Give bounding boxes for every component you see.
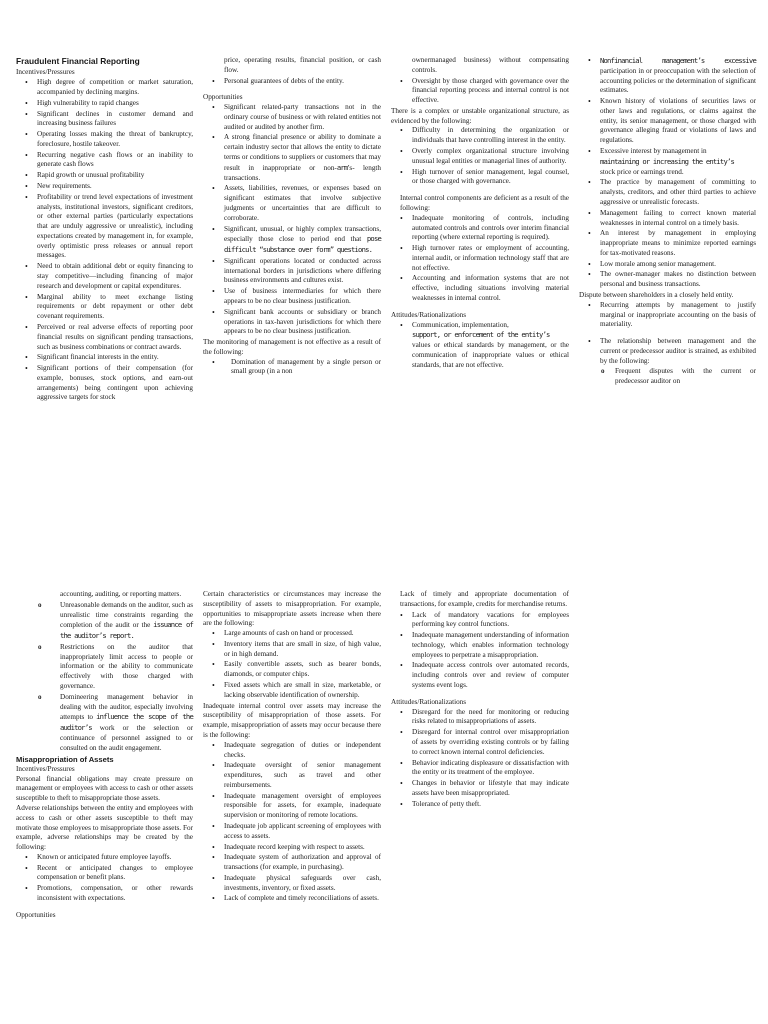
list-item: • Operating losses making the threat of bankruptcy, foreclosure, hostile takeover. — [16, 130, 193, 150]
list-item — [579, 147, 756, 177]
list-item: • Changes in behavior or lifestyle that may indicate assets have been misappropriated. — [391, 779, 569, 799]
list-item: • Inadequate record keeping with respect to assets. — [203, 843, 381, 853]
bullet-list — [203, 741, 381, 905]
bullet-list — [16, 78, 193, 403]
list-item: • The relationship between management and the current or predecessor auditor is strained, as exhibited by the following: — [579, 337, 756, 366]
sub-list-item: o Restrictions on the auditor that inappropriately limit access to people or information or the ability to communicate effectively with those charged with governance. — [16, 643, 193, 692]
list-item: • Inadequate physical safeguards over cash, investments, inventory, or fixed assets. — [203, 874, 381, 894]
subheading: Attitudes/Rationalizations — [391, 310, 467, 319]
bullet-list — [391, 321, 569, 371]
list-item: • High degree of competition or market saturation, accompanied by declining margins. — [16, 78, 193, 98]
list-item: • Promotions, compensation, or other rewards inconsistent with expectations. — [16, 884, 193, 904]
list-item-text: A strong financial presence or ability to dominate a certain industry sector that allows the entity to dictate terms or conditions to suppliers or customers that may result in inappropriate or non- — [224, 133, 381, 172]
top-column-4 — [579, 56, 756, 388]
subheading: Incentives/Pressures — [16, 764, 75, 773]
top-column-2 — [203, 56, 381, 378]
list-item: accounting, auditing, or reporting matters. — [60, 590, 182, 598]
bullet-list — [579, 301, 756, 387]
list-item: • Inadequate segregation of duties or independent checks. — [203, 741, 381, 761]
list-item: • Easily convertible assets, such as bearer bonds, diamonds, or computer chips. — [203, 660, 381, 680]
list-item: • Known or anticipated future employee layoffs. — [16, 853, 193, 863]
list-item: • Significant related-party transactions not in the ordinary course of business or with related entities not audited or audited by another firm. — [203, 103, 381, 132]
top-column-1 — [16, 56, 193, 404]
list-item: • Disregard for internal control over misappropriation of assets by overriding existing controls or by failing to correct known internal control deficiencies. — [391, 728, 569, 757]
list-item: • Marginal ability to meet exchange listing requirements or debt repayment or other debt covenant requirements. — [16, 293, 193, 322]
list-item: • Tolerance of petty theft. — [391, 800, 569, 810]
bullet-list — [391, 126, 569, 187]
bullet-list — [391, 708, 569, 810]
section-title: Fraudulent Financial Reporting — [16, 56, 140, 66]
list-item: price, operating results, financial position, or cash flow. — [224, 56, 381, 74]
bullet-list — [391, 214, 569, 304]
bullet-list — [16, 590, 193, 754]
list-item: • Lack of mandatory vacations for employees performing key control functions. — [391, 611, 569, 631]
list-item-text: Excessive interest by management in — [600, 147, 707, 156]
emphasized-phrase: maintaining or increasing the entity’s — [600, 156, 735, 166]
emphasized-phrase: issuance of the auditor’s report. — [60, 620, 193, 641]
list-item-text: Domineering management behavior in dealing with the auditor, especially involving attempts to — [60, 692, 193, 722]
list-item: • Significant portions of their compensation (for example, bonuses, stock options, and earn-out arrangements) being contingent upon achieving aggressive targets for stock — [16, 364, 193, 403]
paragraph: Inadequate internal control over assets may increase the susceptibility of misappropriation of those assets. For example, misappropriation of assets may occur because there is the following: — [203, 701, 381, 739]
list-item: • High turnover rates or employment of accounting, internal audit, or information technology staff that are not effective. — [391, 244, 569, 273]
list-item: • New requirements. — [16, 182, 193, 192]
list-item: • Lack of complete and timely reconciliations of assets. — [203, 894, 381, 904]
list-item: • An interest by management in employing inappropriate means to minimize reported earnings for tax-motivated reasons. — [579, 229, 756, 258]
list-item: • Profitability or trend level expectations of investment analysts, institutional investors, significant creditors, or other external parties (particularly expectations that are unduly aggressive or unrealistic), including expectations created by management in, for example, overly optimistic press releases or annual report messages. — [16, 193, 193, 261]
list-item: • Accounting and information systems that are not effective, including situations involving material weaknesses in internal control. — [391, 274, 569, 303]
bottom-column-3 — [391, 590, 569, 810]
list-item: ownermanaged business) without compensating controls. — [412, 56, 569, 74]
bullet-list — [203, 103, 381, 337]
list-item: • Significant bank accounts or subsidiary or branch operations in tax-haven jurisdictions for which there appears to be no clear business justification. — [203, 308, 381, 337]
emphasized-phrase: influence the scope of the auditor’s — [60, 712, 193, 733]
list-item: • Significant operations located or conducted across international borders in jurisdictions where differing business environments and cultures exist. — [203, 257, 381, 286]
list-item-text: stock price or earnings trend. — [600, 167, 684, 176]
paragraph: Internal control components are deficient as a result of the following: — [400, 194, 569, 212]
list-item: • Significant financial interests in the entity. — [16, 353, 193, 363]
paragraph: The monitoring of management is not effective as a result of the following: — [203, 338, 381, 356]
list-item: • Recent or anticipated changes to employee compensation or benefit plans. — [16, 864, 193, 884]
subheading: Opportunities — [16, 910, 56, 919]
list-item: • Inadequate management oversight of employees responsible for assets, for example, inadequate supervision or monitoring of remote locations. — [203, 792, 381, 821]
list-item: • The owner-manager makes no distinction between personal and business transactions. — [579, 270, 756, 290]
bullet-list — [391, 56, 569, 106]
list-item: • Assets, liabilities, revenues, or expenses based on significant estimates that involve subjective judgments or uncertainties that are difficult to corroborate. — [203, 184, 381, 223]
list-item: • Significant declines in customer demand and increasing business failures — [16, 110, 193, 130]
list-item-text: participation in or preoccupation with the selection of accounting policies or the determination of significant estimates. — [600, 66, 756, 95]
list-item — [579, 56, 756, 96]
list-item: • Overly complex organizational structure involving unusual legal entities or managerial lines of authority. — [391, 147, 569, 167]
list-item: • Inadequate oversight of senior management expenditures, such as travel and other reimbursements. — [203, 761, 381, 790]
emphasized-term: arm — [336, 162, 348, 172]
bullet-list — [203, 629, 381, 700]
list-item: • Known history of violations of securities laws or other laws and regulations, or claims against the entity, its senior management, or those charged with governance alleging fraud or violations of laws and regulations. — [579, 97, 756, 146]
emphasized-phrase: pose difficult “substance over form” questions. — [224, 234, 381, 255]
list-item-text: length transactions. — [224, 163, 382, 182]
list-item: • Inadequate management understanding of information technology, which enables information technology employees to perpetrate a misappropriation. — [391, 631, 569, 660]
bullet-list — [16, 853, 193, 904]
bottom-column-2 — [203, 590, 381, 905]
emphasized-phrase: Nonfinancial management’s excessive — [600, 56, 756, 65]
bullet-list — [579, 56, 756, 290]
list-item: • Difficulty in determining the organization or individuals that have controlling interest in the entity. — [391, 126, 569, 146]
list-item: • Recurring negative cash flows or an inability to generate cash flows — [16, 151, 193, 171]
list-item: • Recurring attempts by management to justify marginal or inappropriate accounting on the basis of materiality. — [579, 301, 756, 330]
paragraph: Adverse relationships between the entity and employees with access to cash or other assets susceptible to theft may motivate those employees to misappropriate those assets. For example, adverse relationships may be created by the following: — [16, 803, 193, 852]
list-item — [391, 321, 569, 371]
bottom-column-1 — [16, 590, 193, 921]
list-item: • Inadequate system of authorization and approval of transactions (for example, in purchasing). — [203, 853, 381, 873]
list-item: • Inadequate monitoring of controls, including automated controls and controls over interim financial reporting (where external reporting is required). — [391, 214, 569, 243]
list-item: • Oversight by those charged with governance over the financial reporting process and internal control is not effective. — [391, 77, 569, 106]
list-item: • Inadequate job applicant screening of employees with access to assets. — [203, 822, 381, 842]
top-column-3 — [391, 56, 569, 371]
section-title: Misappropriation of Assets — [16, 754, 114, 764]
list-item-text: Unreasonable demands on the auditor, such as unrealistic time constraints regarding the completion of the audit or the — [60, 600, 193, 630]
sub-list-item: o Frequent disputes with the current or predecessor auditor on — [579, 367, 756, 387]
sub-list-item — [16, 601, 193, 642]
subheading: Attitudes/Rationalizations — [391, 697, 467, 706]
list-item: • Need to obtain additional debt or equity financing to stay competitive—including financing of major research and development or capital expenditures. — [16, 262, 193, 291]
list-item: • Inventory items that are small in size, of high value, or in high demand. — [203, 640, 381, 660]
list-item: • Behavior indicating displeasure or dissatisfaction with the entity or its treatment of the employee. — [391, 759, 569, 779]
list-item-text: Significant, unusual, or highly complex transactions, especially those close to period end that — [224, 224, 381, 244]
bullet-list — [203, 358, 381, 378]
emphasized-phrase: support, or enforcement of the entity’s — [412, 330, 550, 340]
list-item: • High vulnerability to rapid changes — [16, 99, 193, 109]
paragraph: Dispute between shareholders in a closely held entity. — [579, 290, 734, 299]
list-item: • Personal guarantees of debts of the entity. — [203, 77, 381, 87]
list-item — [203, 225, 381, 256]
list-item: • Fixed assets which are small in size, marketable, or lacking observable identification of ownership. — [203, 681, 381, 701]
list-item: Lack of timely and appropriate documentation of transactions, for example, credits for merchandise returns. — [400, 590, 569, 608]
list-item: • The practice by management of committing to analysts, creditors, and other third parties to achieve aggressive or unrealistic forecasts. — [579, 178, 756, 207]
list-item: • Domination of management by a single person or small group (in a non — [203, 358, 381, 378]
list-item: • Inadequate access controls over automated records, including controls over and review of computer systems event logs. — [391, 661, 569, 690]
bullet-list — [203, 56, 381, 86]
list-item: • Rapid growth or unusual profitability — [16, 171, 193, 181]
list-item: • Large amounts of cash on hand or processed. — [203, 629, 381, 639]
paragraph: Personal financial obligations may create pressure on management or employees with access to cash or other assets susceptible to theft to misappropriate those assets. — [16, 774, 193, 803]
list-item: • Use of business intermediaries for which there appears to be no clear business justification. — [203, 287, 381, 307]
list-item: • Disregard for the need for monitoring or reducing risks related to misappropriations of assets. — [391, 708, 569, 728]
subheading: Opportunities — [203, 93, 243, 102]
list-item-text: work or the selection or continuance of personnel assigned to or consulted on the audit engagement. — [60, 724, 194, 752]
list-item-text: Communication, implementation, — [412, 320, 509, 329]
list-item: • Low morale among senior management. — [579, 260, 756, 270]
list-item-text: values or ethical standards by management, or the communication of inappropriate values or ethical standards, that are not effective. — [412, 341, 569, 369]
bullet-list — [391, 590, 569, 691]
paragraph: There is a complex or unstable organizational structure, as evidenced by the following: — [391, 106, 569, 125]
subheading: Incentives/Pressures — [16, 68, 75, 77]
list-item: • Management failing to correct known material weaknesses in internal control on a timely basis. — [579, 209, 756, 229]
list-item: • Perceived or real adverse effects of reporting poor financial results on significant pending transactions, such as business combinations or contract awards. — [16, 323, 193, 352]
list-item: • A strong financial presence or ability to dominate a certain industry sector that allows the entity to dictate terms or conditions to suppliers or customers that may result in inappropriate or non-arm’s- length transactions. — [203, 133, 381, 183]
list-item: • High turnover of senior management, legal counsel, or those charged with governance. — [391, 168, 569, 188]
sub-list-item — [16, 693, 193, 754]
paragraph: Certain characteristics or circumstances may increase the susceptibility of assets to misappropriation. For example, opportunities to misappropriate assets increase when there are the following: — [203, 590, 381, 628]
